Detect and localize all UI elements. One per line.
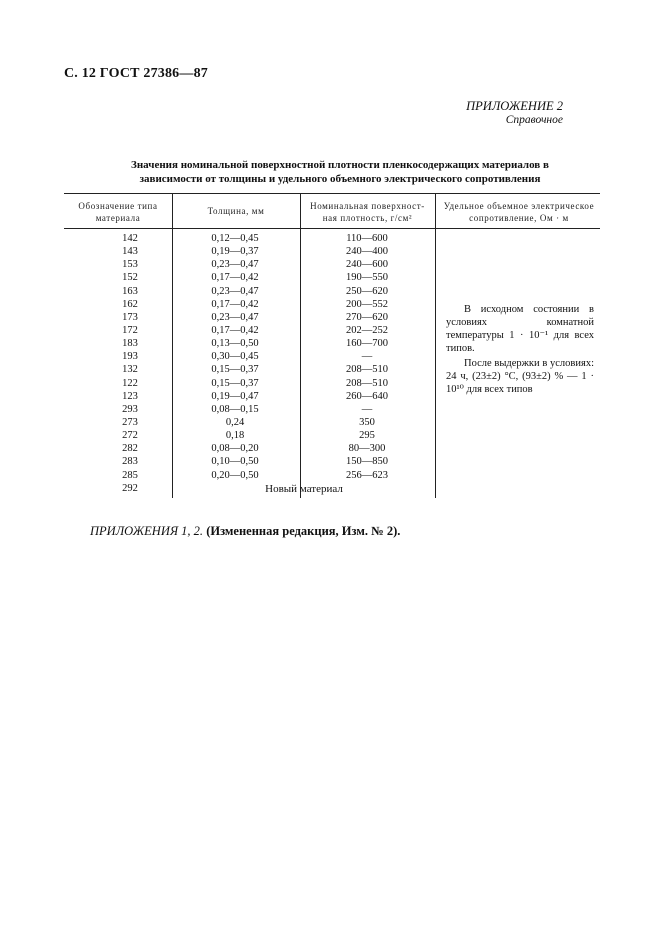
cell-density: 110—600: [346, 233, 388, 244]
cell-thickness: 0,17—0,42: [211, 272, 259, 284]
cell-type: 123: [122, 390, 138, 402]
footnote-italic: ПРИЛОЖЕНИЯ 1, 2.: [90, 524, 204, 538]
cell-thickness: 0,15—0,37: [211, 377, 259, 389]
cell-density: —: [361, 351, 373, 363]
header-density: Номинальная поверхност- ная плотность, г/см²: [310, 201, 425, 223]
cell-thickness: 0,17—0,42: [211, 324, 259, 336]
table-top-rule: [64, 193, 600, 194]
cell-density: 260—640: [346, 390, 388, 402]
cell-thickness: 0,15—0,37: [211, 364, 259, 376]
footnote: [90, 524, 400, 539]
cell-type: 292: [122, 482, 138, 494]
cell-density: 190—550: [346, 272, 388, 284]
cell-type: 173: [122, 311, 138, 323]
resistance-note-p2: После выдержки в условиях: 24 ч, (23±2) °С, (93±2) % — 1 · 10¹⁰ для всех типов: [446, 358, 594, 395]
cell-type: 163: [122, 285, 138, 297]
cell-type: 283: [122, 456, 138, 468]
appendix-title: ПРИЛОЖЕНИЕ 2: [466, 99, 563, 113]
cell-thickness: 0,19—0,37: [211, 246, 259, 258]
resistance-note: [446, 303, 594, 396]
cell-density: —: [361, 403, 373, 415]
cell-thickness: 0,12—0,45: [211, 233, 259, 244]
cell-density: 250—620: [346, 285, 388, 297]
cell-type: 193: [122, 351, 138, 363]
cell-thickness: 0,08—0,15: [211, 403, 259, 415]
cell-thickness: 0,17—0,42: [211, 298, 259, 310]
cell-type: 273: [122, 416, 138, 428]
cell-type: 183: [122, 338, 138, 350]
cell-thickness: 0,24: [225, 416, 245, 428]
column-divider: [435, 193, 436, 498]
cell-density: 240—400: [346, 246, 388, 258]
cell-thickness: 0,18: [225, 430, 245, 442]
cell-thickness: 0,08—0,20: [211, 443, 259, 455]
cell-thickness: 0,19—0,47: [211, 390, 259, 402]
appendix-label: [466, 99, 563, 127]
cell-type: 282: [122, 443, 138, 455]
header-resistance: Удельное объемное электрическое сопротивление, Ом · м: [443, 201, 595, 223]
cell-thickness: 0,13—0,50: [211, 338, 259, 350]
table-title-line1: Значения номинальной поверхностной плотности пленкосодержащих материалов в: [131, 159, 549, 171]
cell-type: 153: [122, 259, 138, 271]
cell-thickness: 0,23—0,47: [211, 311, 259, 323]
table-title-line2: зависимости от толщины и удельного объемного электрического сопротивления: [139, 173, 541, 185]
cell-type: 143: [122, 246, 138, 258]
cell-density: 256—623: [346, 469, 388, 481]
cell-density: 208—510: [346, 377, 388, 389]
cell-type: 293: [122, 403, 138, 415]
cell-thickness: 0,30—0,45: [211, 351, 259, 363]
cell-thickness: 0,10—0,50: [211, 456, 259, 468]
cell-density: 270—620: [346, 311, 388, 323]
cell-density: 160—700: [346, 338, 388, 350]
cell-density: 240—600: [346, 259, 388, 271]
cell-type: 162: [122, 298, 138, 310]
header-type: Обозначение типа материала: [78, 201, 158, 223]
cell-new-material-note: Новый материал: [265, 482, 343, 495]
cell-thickness: 0,23—0,47: [211, 259, 259, 271]
footnote-bold: (Измененная редакция, Изм. № 2).: [206, 524, 401, 538]
cell-thickness: 0,20—0,50: [211, 469, 259, 481]
cell-type: 172: [122, 324, 138, 336]
appendix-subtitle: Справочное: [505, 114, 563, 126]
cell-type: 152: [122, 272, 138, 284]
cell-type: 132: [122, 364, 138, 376]
cell-density: 150—850: [346, 456, 388, 468]
cell-thickness: 0,23—0,47: [211, 285, 259, 297]
cell-density: 208—510: [346, 364, 388, 376]
cell-type: 122: [122, 377, 138, 389]
cell-type: 272: [122, 430, 138, 442]
cell-type: 285: [122, 469, 138, 481]
cell-type: 142: [122, 233, 138, 244]
cell-density: 202—252: [346, 324, 388, 336]
page-header: С. 12 ГОСТ 27386—87: [64, 66, 208, 81]
cell-density: 350: [359, 416, 375, 428]
header-thickness: Толщина, мм: [207, 206, 265, 216]
cell-density: 200—552: [346, 298, 388, 310]
cell-density: 80—300: [348, 443, 386, 455]
table-title: [80, 158, 600, 186]
table-header-rule: [64, 228, 600, 229]
cell-density: 295: [359, 430, 375, 442]
resistance-note-p1: В исходном состоянии в условиях комнатной температуры 1 · 10⁻¹ для всех типов.: [446, 304, 594, 354]
